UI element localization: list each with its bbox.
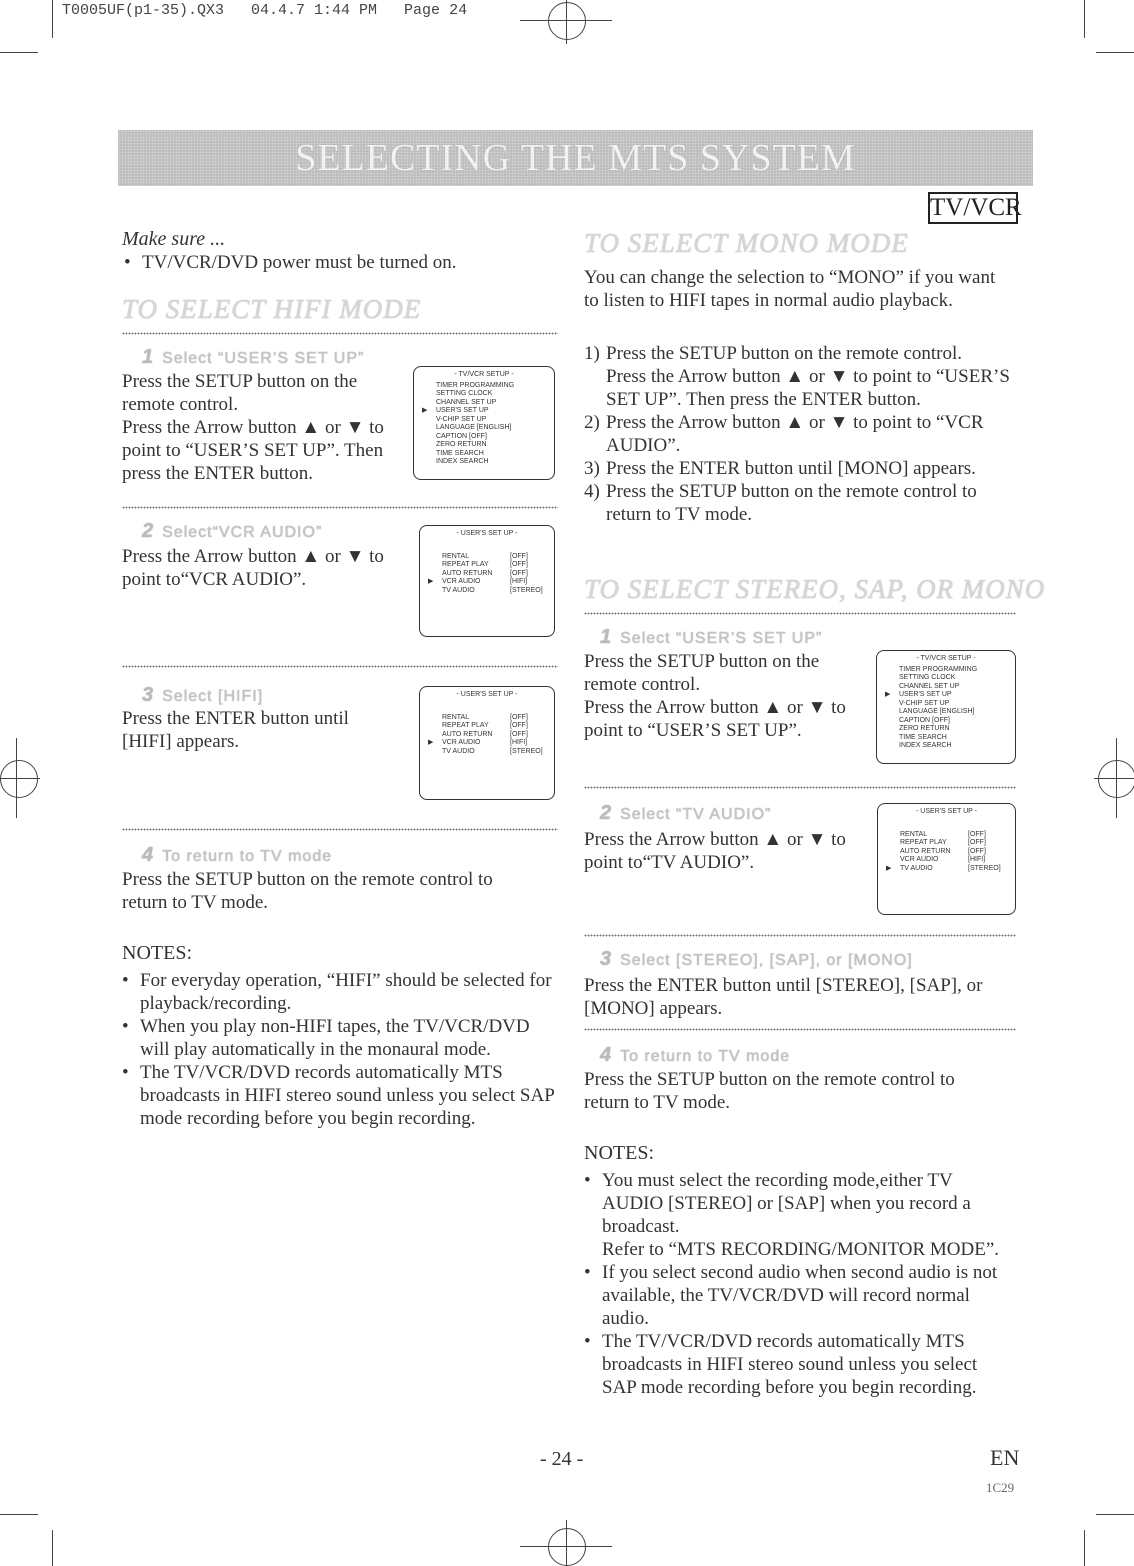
mono-steps-list [584,342,1014,526]
setting-label: VCR AUDIO [442,578,481,585]
setting-label: AUTO RETURN [900,847,951,855]
setup-menu-screen-right [876,650,1016,764]
screen-setting-row [442,561,554,570]
note-item: • For everyday operation, “HIFI” should be selected for playback/recording. [122,969,558,1015]
screen-menu-item: USER'S SET UP ▶ [885,691,952,698]
screen-setting-row [442,731,554,740]
screen-menu-item: LANGUAGE [ENGLISH] [899,708,975,715]
language-code: EN [990,1445,1020,1470]
mono-intro: You can change the selection to “MONO” if you want to listen to HIFI tapes in normal audio playback. [584,267,996,311]
screen-setting-rows [886,830,1015,874]
setting-label: AUTO RETURN [442,730,493,738]
step-title: Select “USER’S SET UP” [162,350,365,367]
mono-step-num: 2) [584,412,600,433]
setting-label: VCR AUDIO [442,739,481,746]
note-item: • You must select the recording mode,either TV AUDIO [STEREO] or [SAP] when you record a broadcast. Refer to “MTS RECORDING/MONITOR MODE”. [584,1169,1014,1261]
notes-title: NOTES: [122,942,192,964]
document-code: 1C29 [986,1480,1015,1495]
setting-value: [OFF] [510,569,528,577]
setting-label: REPEAT PLAY [900,839,947,846]
setting-label: AUTO RETURN [442,569,493,577]
left-step-2-heading [142,520,322,543]
screen-setting-row [442,587,554,596]
step-number: 3 [142,684,155,706]
right-step-3-text: Press the ENTER button until [STEREO], [SAP], or [MONO] appears. [584,975,983,1019]
setting-value: [OFF] [510,713,528,721]
setting-value: [OFF] [968,839,986,846]
screen-menu-item: ZERO RETURN [899,725,950,732]
cursor-arrow-icon: ▶ [428,739,434,746]
notes-title: NOTES: [584,1142,654,1164]
user-setup-tv-screen [877,803,1016,915]
cursor-arrow-icon: ▶ [428,578,434,585]
stereo-section-title: TO SELECT STEREO, SAP, OR MONO [584,574,1046,604]
screen-setting-rows [428,713,554,757]
setting-value: [STEREO] [510,747,543,755]
step-number: 2 [142,520,155,542]
step-title: To return to TV mode [162,848,333,865]
step-number: 3 [600,948,613,970]
mono-steps [584,342,1014,526]
setting-value: [STEREO] [968,864,1001,872]
screen-setting-row [442,570,554,579]
step-number: 4 [600,1044,613,1066]
notes-list [122,969,558,1130]
step-number: 1 [600,626,613,648]
left-step-4-text: Press the SETUP button on the remote control to return to TV mode. [122,869,493,913]
screen-menu-items [885,665,1015,751]
right-step-2-heading [600,802,771,825]
note-item: • If you select second audio when second audio is not available, the TV/VCR/DVD will record normal audio. [584,1261,1014,1330]
setting-label: TV AUDIO [442,586,475,594]
step-number: 2 [600,802,613,824]
setting-value: [OFF] [510,561,528,568]
note-item: • The TV/VCR/DVD records automatically MTS broadcasts in HIFI stereo sound unless you select SAP mode recording before you begin recording. [584,1330,1014,1399]
step-title: To return to TV mode [620,1048,791,1065]
note-item: • The TV/VCR/DVD records automatically MTS broadcasts in HIFI stereo sound unless you select SAP mode recording before you begin recording. [122,1061,558,1130]
right-step-4-heading [600,1044,790,1067]
screen-menu-item: LANGUAGE [ENGLISH] [436,424,512,431]
right-step-3-heading [600,948,913,971]
step-title: Select “USER’S SET UP” [620,630,823,647]
screen-menu-item: INDEX SEARCH [436,458,489,465]
mono-step [584,480,1014,526]
screen-menu-item: INDEX SEARCH [899,742,952,749]
note-item: • When you play non-HIFI tapes, the TV/VCR/DVD will play automatically in the monaural mode. [122,1015,558,1061]
screen-setting-row [900,848,1015,857]
screen-setting-row [442,714,554,723]
screen-title: - USER'S SET UP - [456,691,518,698]
setting-label: RENTAL [442,713,470,721]
screen-setting-row [900,856,1015,865]
right-step-4-text: Press the SETUP button on the remote control to return to TV mode. [584,1069,955,1113]
print-slug: T0005UF(p1-35).QX3 04.4.7 1:44 PM Page 24 [62,2,468,19]
mono-step-num: 1) [584,343,600,364]
screen-menu-item: CHANNEL SET UP [436,398,497,406]
screen-setting-row [428,578,554,587]
page-title: SELECTING THE MTS SYSTEM [295,137,856,179]
screen-menu-item: TIMER PROGRAMMING [899,665,978,673]
setup-menu-screen [413,366,555,480]
step-number: 1 [142,346,155,368]
setting-value: [OFF] [510,552,528,560]
mono-section-title: TO SELECT MONO MODE [584,228,909,258]
page-banner [118,130,1033,186]
device-badge: TV/VCR [928,192,1018,224]
screen-menu-item: V-CHIP SET UP [899,699,950,707]
screen-setting-row [442,722,554,731]
step-title: Select [HIFI] [162,688,264,705]
hifi-section-title: TO SELECT HIFI MODE [122,294,422,324]
setting-label: REPEAT PLAY [442,722,489,729]
left-step-1-heading [142,346,364,369]
setting-value: [OFF] [510,722,528,729]
left-step-3-text: Press the ENTER button until [HIFI] appears. [122,708,349,752]
make-sure-block [122,228,562,274]
make-sure-text: TV/VCR/DVD power must be turned on. [142,252,457,273]
screen-title: - TV/VCR SETUP - [454,371,514,378]
setting-value: [OFF] [968,830,986,838]
screen-title: - USER'S SET UP - [456,530,518,537]
screen-setting-row [428,739,554,748]
setting-value: [HIFI] [510,578,528,585]
screen-menu-item: V-CHIP SET UP [436,415,487,423]
make-sure-heading: Make sure ... [122,228,226,250]
make-sure-item: • TV/VCR/DVD power must be turned on. [124,252,457,273]
step-number: 4 [142,844,155,866]
left-step-4-heading [142,844,332,867]
screen-menu-item: CHANNEL SET UP [899,682,960,690]
setting-value: [STEREO] [510,586,543,594]
right-step-2-text: Press the Arrow button ▲ or ▼ to point to“TV AUDIO”. [584,829,846,873]
screen-menu-item: USER'S SET UP ▶ [422,407,489,414]
left-step-1-text: Press the SETUP button on the remote control. Press the Arrow button ▲ or ▼ to point to “USER’S SET UP”. Then press the ENTER button. [122,371,384,484]
setting-value: [OFF] [510,730,528,738]
screen-menu-item: TIME SEARCH [899,733,947,741]
screen-setting-row [886,864,1015,874]
screen-setting-row [900,839,1015,848]
screen-setting-rows [428,552,554,596]
mono-step-num: 3) [584,458,600,479]
screen-title: - TV/VCR SETUP - [916,655,976,662]
right-step-1-heading [600,626,822,649]
screen-menu-item: SETTING CLOCK [436,390,493,397]
cursor-arrow-icon: ▶ [886,864,892,872]
user-setup-vcr-screen [419,525,555,637]
screen-menu-item: CAPTION [OFF] [899,716,950,724]
screen-menu-items [422,381,554,467]
setting-label: VCR AUDIO [900,856,939,863]
setting-value: [HIFI] [968,856,986,863]
screen-menu-item: TIME SEARCH [436,449,484,457]
screen-title: - USER'S SET UP - [916,808,977,815]
setting-label: REPEAT PLAY [442,561,489,568]
mono-step-text: Press the SETUP button on the remote control. Press the Arrow button ▲ or ▼ to point to “USER’S SET UP”. Then press the ENTER button. [606,343,1010,410]
screen-setting-row [900,831,1015,840]
setting-value: [OFF] [968,847,986,855]
mono-step [584,342,1014,411]
screen-menu-item: CAPTION [OFF] [436,432,487,440]
mono-step-num: 4) [584,481,600,502]
user-setup-hifi-screen [419,686,555,800]
mono-step [584,457,1014,480]
left-step-3-heading [142,684,263,707]
screen-menu-item: SETTING CLOCK [899,674,956,681]
setting-value: [HIFI] [510,739,528,746]
screen-menu-item: TIMER PROGRAMMING [436,381,515,389]
mono-step-text: Press the Arrow button ▲ or ▼ to point to “VCR AUDIO”. [606,412,984,456]
right-step-1-text: Press the SETUP button on the remote control. Press the Arrow button ▲ or ▼ to point to “USER’S SET UP”. [584,651,846,741]
setting-label: TV AUDIO [442,747,475,755]
step-title: Select“VCR AUDIO” [162,524,323,541]
left-notes [122,942,558,1130]
cursor-arrow-icon: ▶ [885,691,891,698]
page-number: - 24 - [540,1448,584,1470]
screen-setting-row [442,553,554,562]
step-title: Select [STEREO], [SAP], or [MONO] [620,952,913,969]
setting-label: RENTAL [900,830,928,838]
setting-label: RENTAL [442,552,470,560]
step-title: Select “TV AUDIO” [620,806,772,823]
mono-step-text: Press the ENTER button until [MONO] appears. [606,458,976,479]
notes-list [584,1169,1014,1399]
setting-label: TV AUDIO [900,864,933,872]
screen-menu-item: ZERO RETURN [436,441,487,448]
screen-setting-row [442,748,554,757]
mono-step-text: Press the SETUP button on the remote control to return to TV mode. [606,481,977,525]
left-step-2-text: Press the Arrow button ▲ or ▼ to point to“VCR AUDIO”. [122,546,384,590]
cursor-arrow-icon: ▶ [422,407,428,414]
mono-step [584,411,1014,457]
right-notes [584,1142,1014,1399]
